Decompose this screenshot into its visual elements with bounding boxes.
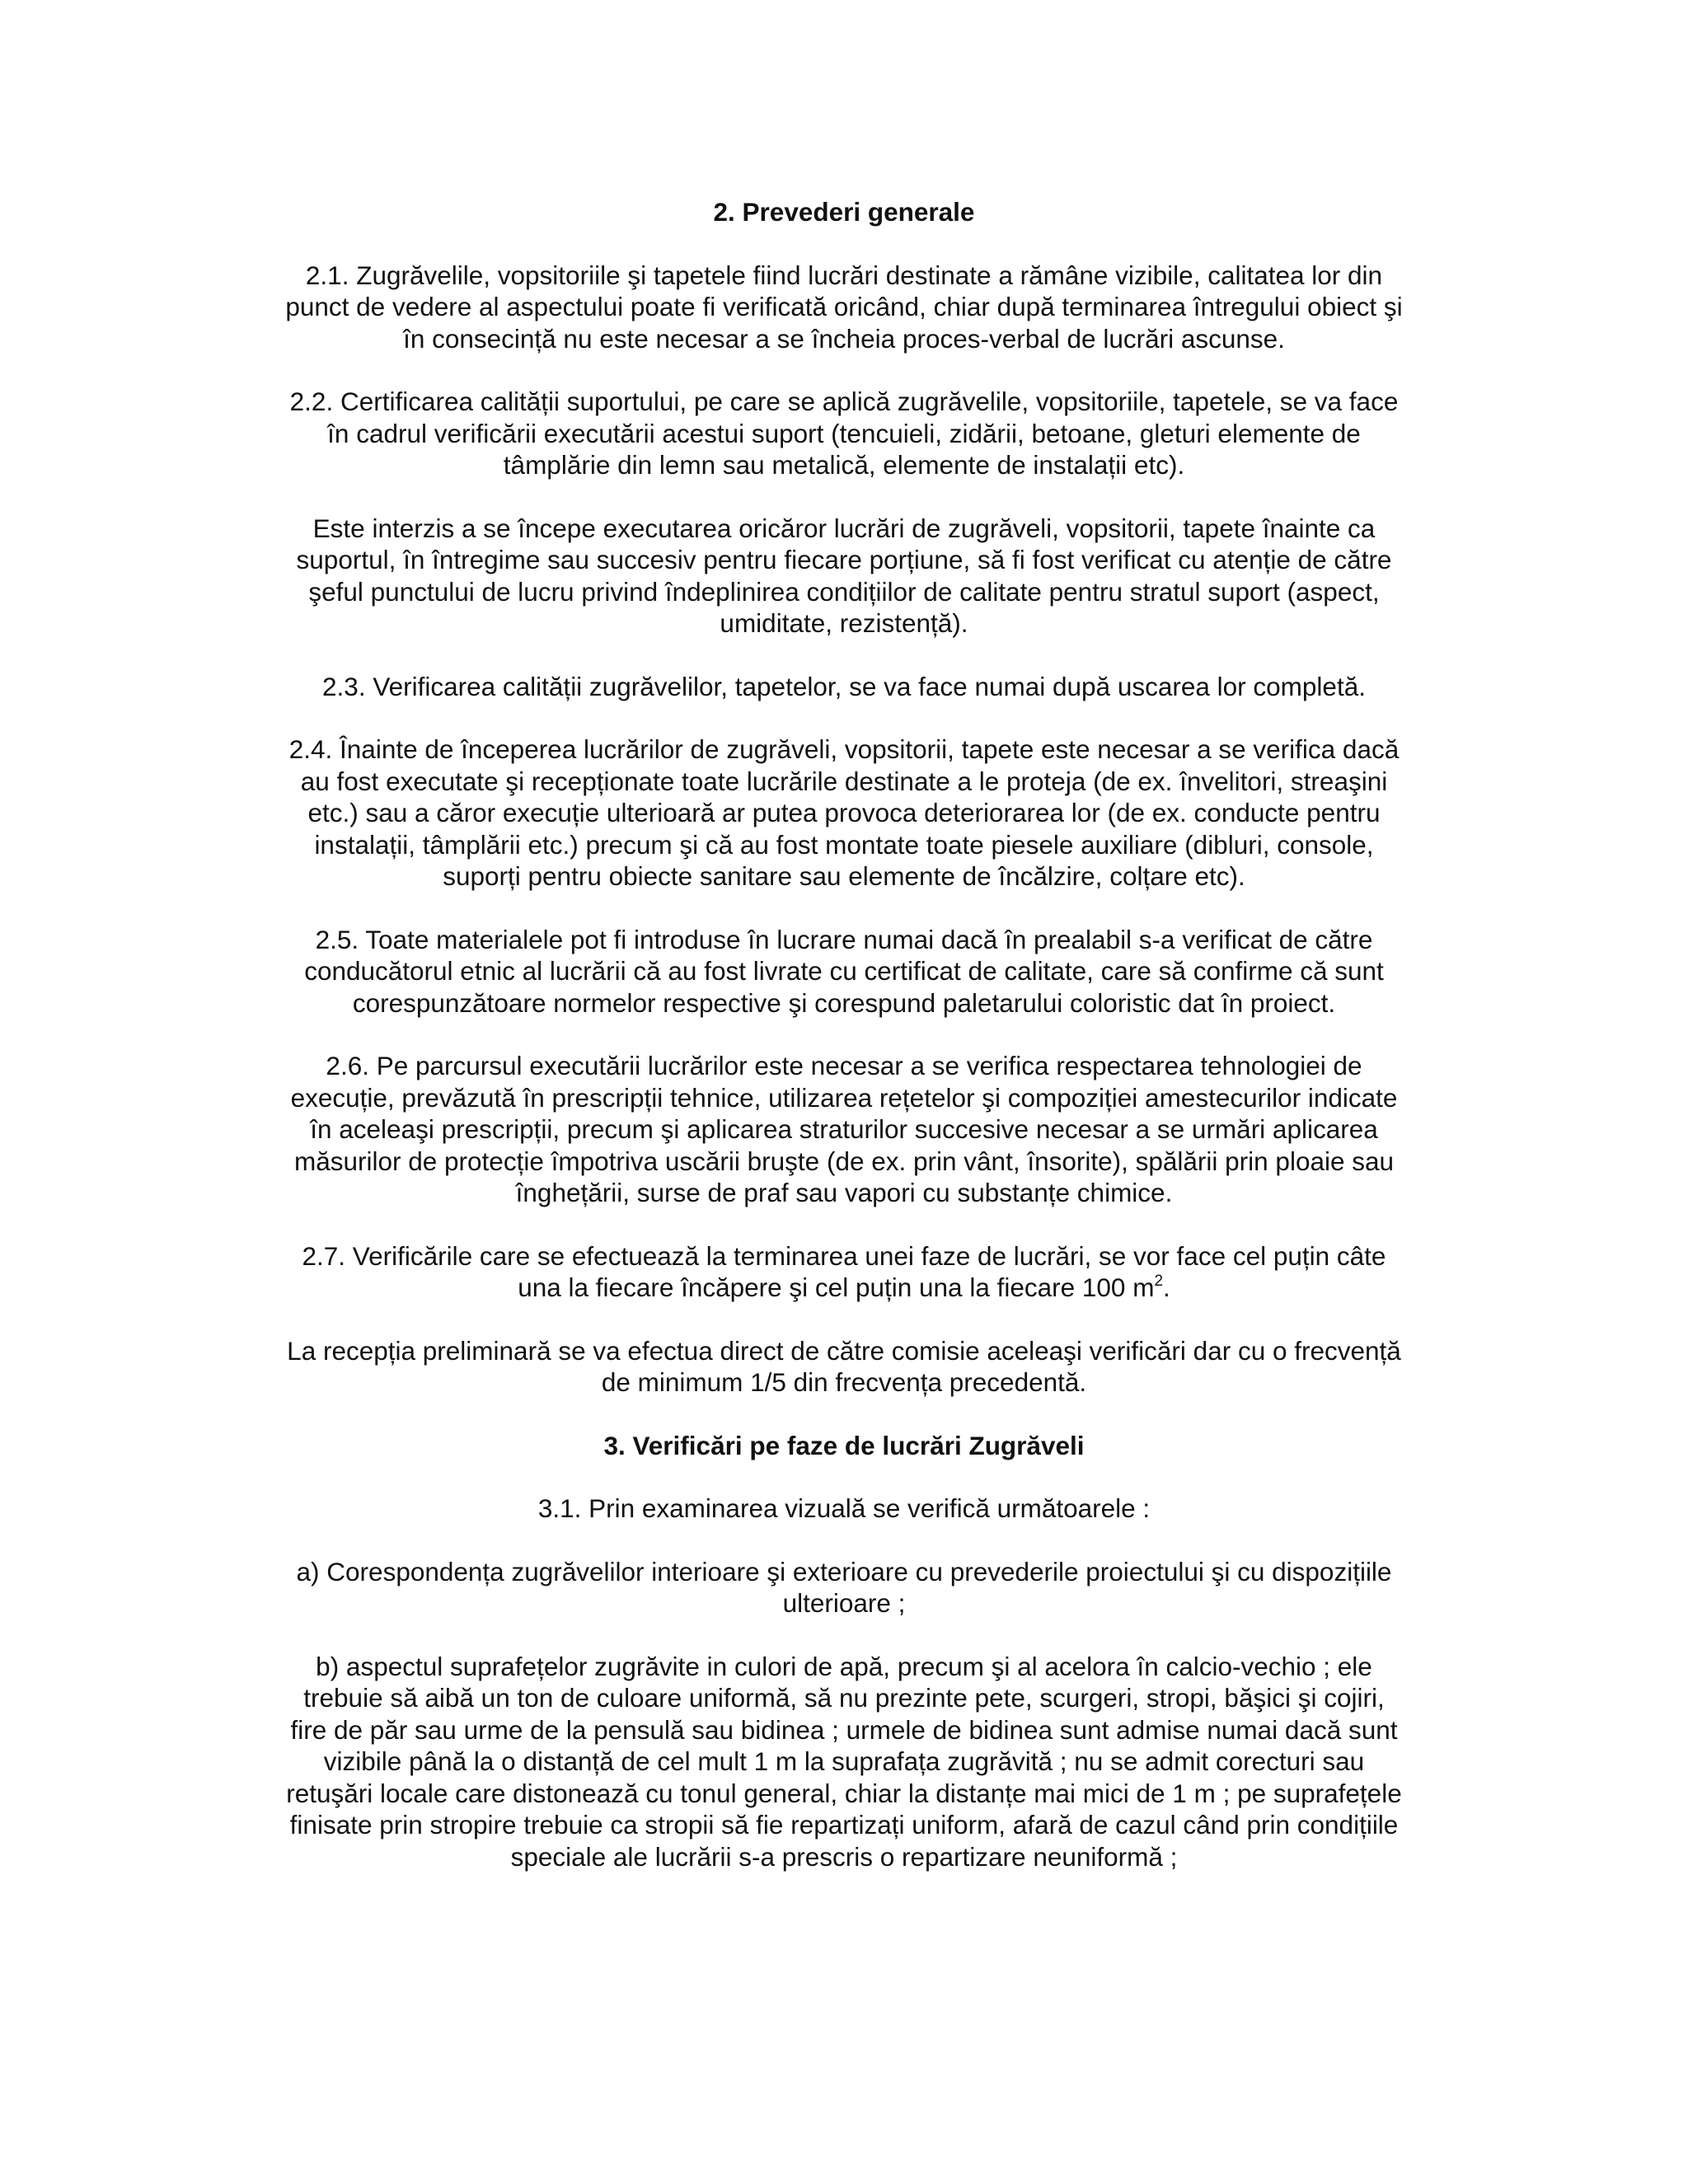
paragraph-2-1 xyxy=(239,260,1449,355)
paragraph-2-6 xyxy=(239,1050,1449,1209)
text-line: 2.1. Zugrăvelile, vopsitoriile şi tapetele fiind lucrări destinate a rămâne vizibile, calitatea lor din xyxy=(305,260,1383,290)
text-line: punct de vedere al aspectului poate fi verificată oricând, chiar după terminarea întregului obiect şi xyxy=(285,292,1403,321)
section-2-heading: 2. Prevederi generale xyxy=(713,197,975,227)
text-line: au fost executate şi recepționate toate lucrările destinate a le proteja (de ex. învelitori, streaşini xyxy=(300,766,1388,796)
paragraph-2-5 xyxy=(239,924,1449,1019)
text-line: măsurilor de protecție împotriva uscării bruşte (de ex. prin vânt, însorite), spălării prin ploaie sau xyxy=(293,1146,1395,1176)
text-line: b) aspectul suprafețelor zugrăvite in culori de apă, precum şi al acelora în calcio-vechio ; ele xyxy=(316,1651,1372,1681)
paragraph-a xyxy=(239,1556,1449,1619)
text-line: execuție, prevăzută în prescripții tehnice, utilizarea rețetelor şi compoziției amestecurilor indicate xyxy=(290,1082,1398,1113)
text-line: 2.2. Certificarea calității suportului, pe care se aplică zugrăvelile, vopsitoriile, tapetele, se va face xyxy=(289,387,1399,416)
superscript-exponent: 2 xyxy=(1154,1272,1164,1290)
text-line: retuşări locale care distonează cu tonul general, chiar la distanțe mai mici de 1 m ; pe suprafețele xyxy=(286,1778,1402,1808)
text-line: instalații, tâmplării etc.) precum şi că au fost montate toate piesele auxiliare (dibluri, console, xyxy=(314,829,1374,860)
text-line: vizibile până la o distanță de cel mult 1 m la suprafața zugrăvită ; nu se admit corecturi sau xyxy=(323,1746,1365,1776)
paragraph-3-1 xyxy=(239,1493,1449,1525)
text-line: speciale ale lucrării s-a prescris o repartizare neuniformă ; xyxy=(510,1841,1178,1872)
text-line: etc.) sau a căror execuție ulterioară ar putea provoca deteriorarea lor (de ex. conducte pentru xyxy=(307,798,1381,827)
paragraph-2-7 xyxy=(239,1240,1449,1304)
text-line: 2.6. Pe parcursul executării lucrărilor este necesar a se verifica respectarea tehnologiei de xyxy=(326,1051,1362,1080)
text-line: 3.1. Prin examinarea vizuală se verifică următoarele : xyxy=(537,1493,1151,1523)
text-line: La recepția preliminară se va efectua direct de către comisie aceleaşi verificări dar cu o frecvență xyxy=(287,1335,1401,1366)
text-line: în consecință nu este necesar a se încheia proces-verbal de lucrări ascunse. xyxy=(403,323,1285,354)
paragraph-b xyxy=(239,1651,1449,1873)
text-line: în cadrul verificării executării acestui suport (tencuieli, zidării, betoane, gleturi elemente de xyxy=(327,418,1361,448)
text-line: Este interzis a se începe executarea oricăror lucrări de zugrăveli, vopsitorii, tapete înainte ca xyxy=(312,513,1376,543)
text-line: ulterioare ; xyxy=(782,1588,906,1618)
section-3-heading: 3. Verificări pe faze de lucrări Zugrăveli xyxy=(603,1430,1085,1460)
text-line: în aceleaşi prescripții, precum şi aplicarea straturilor succesive necesar a se urmări aplicarea xyxy=(310,1114,1378,1144)
text-line: înghețării, surse de praf sau vapori cu substanțe chimice. xyxy=(515,1178,1173,1207)
text-line: a) Corespondența zugrăvelilor interioare şi exterioare cu prevederile proiectului şi cu dispozițiile xyxy=(296,1556,1392,1586)
document-body xyxy=(239,196,1449,1872)
text-line: conducătorul etnic al lucrării că au fost livrate cu certificat de calitate, care să confirme că sunt xyxy=(304,956,1384,986)
text-line: şeful punctului de lucru privind îndeplinirea condițiilor de calitate pentru stratul suport (aspect, xyxy=(308,576,1380,607)
text-segment: una la fiecare încăpere şi cel puțin una la fiecare 100 m xyxy=(518,1272,1155,1302)
paragraph-2-2 xyxy=(239,386,1449,481)
text-line: 2.7. Verificările care se efectuează la terminarea unei faze de lucrări, se vor face cel puțin câte xyxy=(302,1240,1386,1271)
text-line: 2.3. Verificarea calității zugrăvelilor, tapetelor, se va face numai după uscarea lor completă. xyxy=(322,671,1366,701)
text-line: umiditate, rezistență). xyxy=(720,608,968,638)
text-line: finisate prin stropire trebuie ca stropii să fie repartizați uniform, afară de cazul când prin condițiile xyxy=(289,1810,1399,1840)
text-line: de minimum 1/5 din frecvența precedentă. xyxy=(601,1367,1087,1397)
paragraph-interzis xyxy=(239,513,1449,640)
text-line: 2.5. Toate materialele pot fi introduse în lucrare numai dacă în prealabil s-a verificat de către xyxy=(315,924,1373,954)
text-line: fire de păr sau urme de la pensulă sau bidinea ; urmele de bidinea sunt admise numai dacă sunt xyxy=(290,1714,1398,1745)
text-line: suportul, în întregime sau succesiv pentru fiecare porțiune, să fi fost verificat cu atenție de către xyxy=(296,545,1392,574)
paragraph-receptia xyxy=(239,1335,1449,1399)
text-line: 2.4. Înainte de începerea lucrărilor de zugrăveli, vopsitorii, tapete este necesar a se verifica dacă xyxy=(288,734,1400,764)
text-line xyxy=(239,1272,1449,1304)
paragraph-2-4 xyxy=(239,733,1449,893)
text-line: corespunzătoare normelor respective şi corespund paletarului coloristic dat în proiect. xyxy=(352,987,1336,1018)
text-line: trebuie să aibă un ton de culoare uniformă, să nu prezinte pete, scurgeri, stropi, băşici şi cojiri, xyxy=(303,1683,1385,1713)
text-line: suporți pentru obiecte sanitare sau elemente de încălzire, colțare etc). xyxy=(443,861,1245,891)
paragraph-2-3 xyxy=(239,671,1449,703)
text-line: tâmplărie din lemn sau metalică, elemente de instalații etc). xyxy=(503,450,1185,480)
text-segment: . xyxy=(1163,1272,1170,1302)
